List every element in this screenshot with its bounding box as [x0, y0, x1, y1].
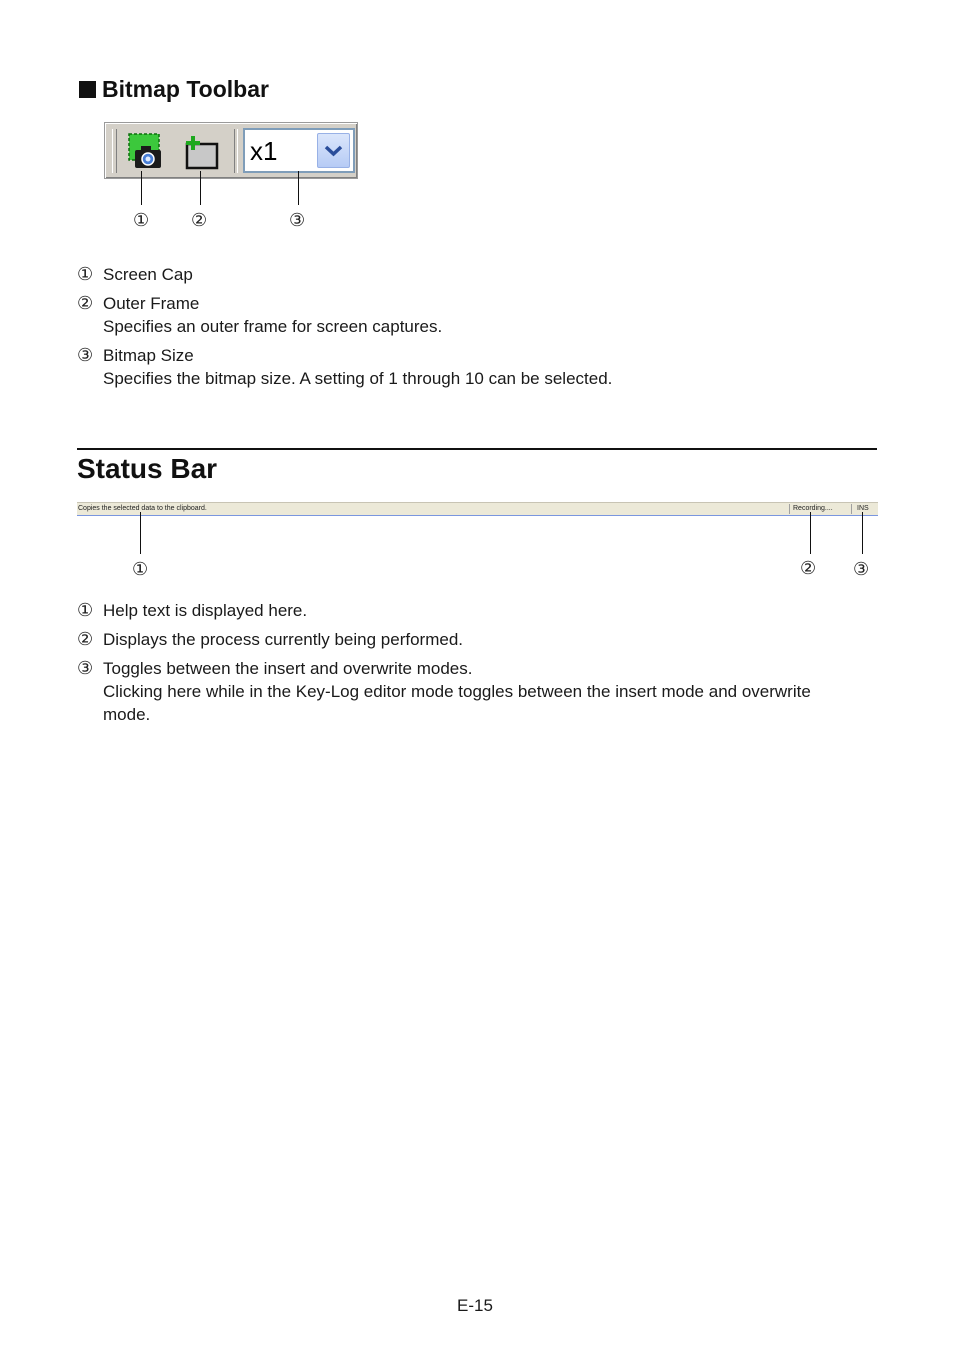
callout-line-3 — [298, 171, 299, 205]
screen-cap-button[interactable] — [125, 132, 165, 172]
item-description: Specifies an outer frame for screen captures. — [103, 317, 443, 336]
item-description: Toggles between the insert and overwrite modes. — [103, 659, 473, 678]
status-bar-heading: Status Bar — [77, 453, 218, 484]
chevron-down-icon — [318, 134, 349, 167]
status-bar — [77, 502, 878, 516]
callout-line-3 — [862, 512, 863, 554]
page-number: E-15 — [457, 1296, 493, 1315]
square-bullet-icon — [79, 81, 96, 98]
bitmap-toolbar — [104, 122, 358, 179]
item-number: ③ — [77, 658, 94, 679]
callout-line-1 — [141, 171, 142, 205]
item-description: mode. — [103, 705, 151, 724]
callout-line-1 — [140, 512, 141, 554]
callout-2: ② — [800, 558, 817, 579]
toolbar-separator — [234, 129, 238, 173]
item-description: Specifies the bitmap size. A setting of 1 through 10 can be selected. — [103, 369, 613, 388]
callout-3: ③ — [289, 210, 306, 231]
bitmap-toolbar-heading: Bitmap Toolbar — [79, 76, 269, 103]
callout-1: ① — [133, 210, 150, 231]
item-label: Outer Frame — [103, 294, 200, 313]
item-number: ② — [77, 629, 94, 650]
callout-line-2 — [200, 171, 201, 205]
toolbar-grip[interactable] — [112, 129, 117, 173]
bitmap-size-value: x1 — [250, 136, 278, 166]
callout-3: ③ — [853, 559, 870, 580]
status-process-text: Recording.... — [793, 505, 833, 512]
bitmap-size-select[interactable] — [243, 128, 355, 173]
callout-line-2 — [810, 512, 811, 554]
item-number: ① — [77, 264, 94, 285]
item-number: ③ — [77, 345, 94, 366]
status-mode-toggle[interactable]: INS — [857, 505, 869, 512]
status-divider — [789, 504, 790, 514]
item-description: Help text is displayed here. — [103, 601, 308, 620]
item-description: Displays the process currently being performed. — [103, 630, 463, 649]
item-number: ① — [77, 600, 94, 621]
item-number: ② — [77, 293, 94, 314]
callout-1: ① — [132, 559, 149, 580]
callout-2: ② — [191, 210, 208, 231]
screen-cap-icon — [125, 132, 165, 172]
item-label: Screen Cap — [103, 265, 193, 284]
status-help-text: Copies the selected data to the clipboard. — [78, 505, 207, 512]
item-label: Bitmap Size — [103, 346, 194, 365]
item-description: Clicking here while in the Key-Log editor mode toggles between the insert mode and overwrite — [103, 682, 811, 701]
section-divider — [77, 448, 877, 450]
bitmap-size-dropdown-button[interactable] — [317, 133, 350, 168]
outer-frame-button[interactable] — [181, 132, 221, 172]
status-divider — [851, 504, 852, 514]
outer-frame-icon — [181, 132, 221, 172]
